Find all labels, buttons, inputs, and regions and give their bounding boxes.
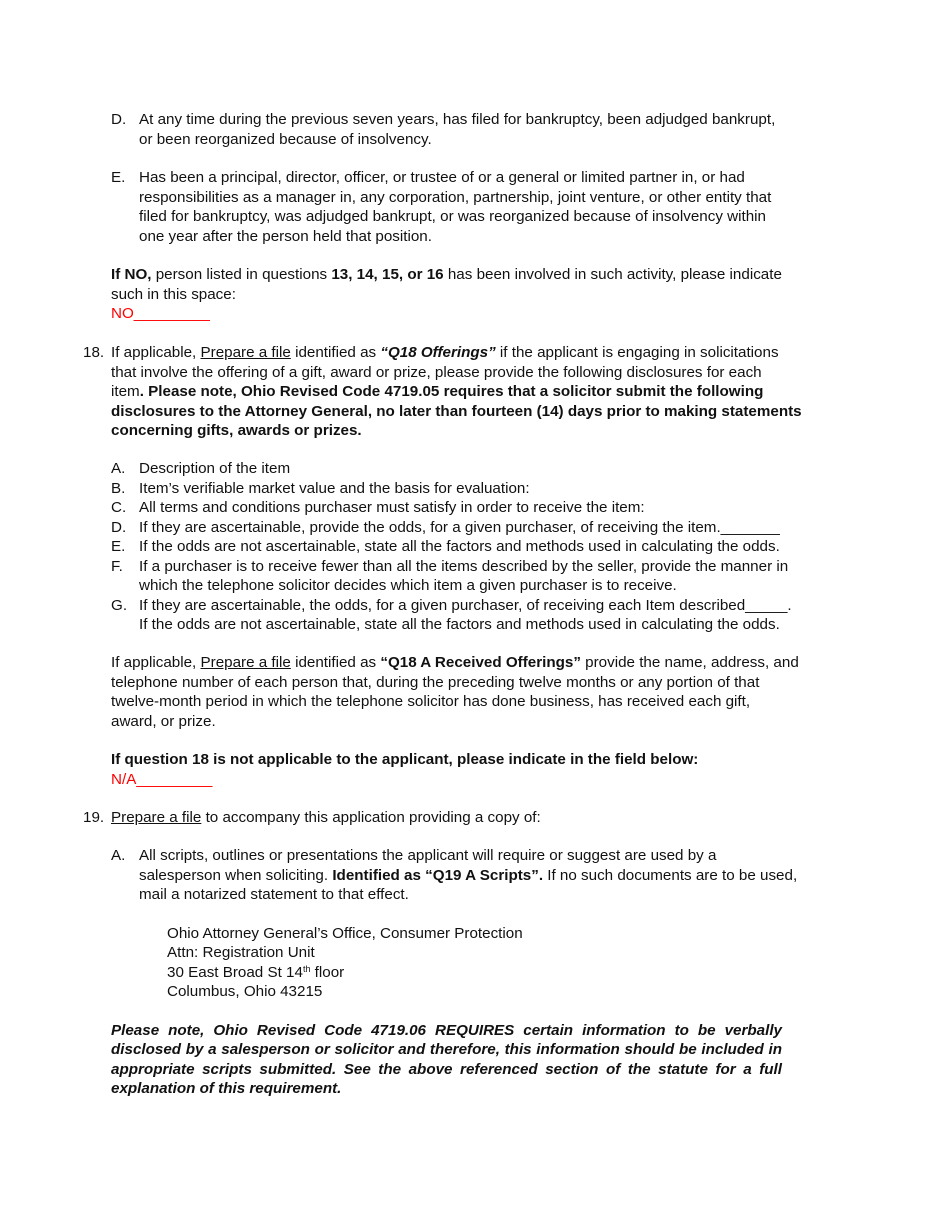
q18-intro-line5: concerning gifts, awards or prizes. [111,422,362,439]
q18-item-b: Item’s verifiable market value and the basis for evaluation: [139,479,530,497]
q18-item-d-marker: D. [111,518,127,536]
prepare-a-file-link[interactable]: Prepare a file [111,809,202,826]
item-e-text: one year after the person held that position. [139,227,432,245]
address-line-street: 30 East Broad St 14th floor [167,963,345,981]
question-19-number: 19. [83,809,105,826]
item-e-text: responsibilities as a manager in, any corporation, partnership, joint venture, or other entity that [139,188,772,206]
q18a-paragraph-line4: award, or prize. [111,712,216,730]
q18-item-f-line2: which the telephone solicitor decides which item a given purchaser is to receive. [139,577,677,594]
q18-item-e: If the odds are not ascertainable, state all the factors and methods used in calculating the odds. [139,538,780,555]
q19-item-a: All scripts, outlines or presentations the applicant will require or suggest are used by a [139,847,717,864]
q18-intro-line4: disclosures to the Attorney General, no later than fourteen (14) days prior to making statements [111,402,802,420]
address-line-attn: Attn: Registration Unit [167,944,315,961]
q18a-paragraph: If applicable, Prepare a file identified as “Q18 A Received Offerings” provide the name, address, and [111,654,799,671]
q18-na-answer-field[interactable]: N/A_________ [111,770,213,788]
q18-item-c-marker: C. [111,499,127,516]
q18a-paragraph-line2: telephone number of each person that, during the preceding twelve months or any portion of that [111,673,760,691]
item-d-marker: D. [111,111,127,128]
item-d-text: or been reorganized because of insolvency. [139,130,432,148]
q19-item-a-line3: mail a notarized statement to that effect. [139,886,409,903]
q18-item-e-marker: E. [111,538,126,555]
q18-intro-line3: item. Please note, Ohio Revised Code 4719.05 requires that a solicitor submit the following [111,383,764,400]
address-line-city: Columbus, Ohio 43215 [167,983,323,1000]
address-line-office: Ohio Attorney General’s Office, Consumer Protection [167,924,523,942]
q18a-paragraph-line3: twelve-month period in which the telephone solicitor has done business, has received each gift, [111,693,751,710]
q18-item-g: If they are ascertainable, the odds, for a given purchaser, of receiving each Item described_____. [139,596,792,614]
q18-item-a-marker: A. [111,460,126,477]
q18-item-a: Description of the item [139,460,291,477]
q18-na-prompt: If question 18 is not applicable to the applicant, please indicate in the field below: [111,751,699,768]
item-d-text: At any time during the previous seven years, has filed for bankruptcy, been adjudged bankrupt, [139,111,776,128]
q19-item-a-line2: salesperson when soliciting. Identified as “Q19 A Scripts”. If no such documents are to be used, [139,866,798,884]
q18-item-f: If a purchaser is to receive fewer than all the items described by the seller, provide the manner in [139,557,789,575]
if-no-paragraph-line2: such in this space: [111,285,236,303]
prepare-a-file-link[interactable]: Prepare a file [200,344,291,361]
q19-intro: Prepare a file to accompany this application providing a copy of: [111,809,541,826]
q18-item-c: All terms and conditions purchaser must satisfy in order to receive the item: [139,499,645,516]
q18-item-f-marker: F. [111,557,123,575]
item-e-text: filed for bankruptcy, was adjudged bankrupt, or was reorganized because of insolvency within [139,208,766,225]
q19-item-a-marker: A. [111,847,126,864]
q18-intro-line2: that involve the offering of a gift, award or prize, please provide the following disclosures for each [111,363,762,381]
q18-item-d: If they are ascertainable, provide the odds, for a given purchaser, of receiving the item._______ [139,518,780,536]
prepare-a-file-link[interactable]: Prepare a file [200,654,291,671]
q18-intro: If applicable, Prepare a file identified as “Q18 Offerings” if the applicant is engaging in solicitations [111,344,779,361]
q18-item-g-line2: If the odds are not ascertainable, state all the factors and methods used in calculating the odds. [139,616,780,633]
q18-item-b-marker: B. [111,479,126,497]
question-18-number: 18. [83,344,105,361]
orc-4719-06-note: Please note, Ohio Revised Code 4719.06 REQUIRES certain information to be verbally disclosed by a salesperson or solicitor and therefore, this information should be included in appropriate scripts submitted. See the above referenced section of the statute for a full explanation of this requirement. [111,1021,782,1097]
if-no-paragraph: If NO, person listed in questions 13, 14, 15, or 16 has been involved in such activity, please indicate [111,266,782,283]
item-e-text: Has been a principal, director, officer, or trustee of or a general or limited partner in, or had [139,169,745,186]
q18-item-g-marker: G. [111,596,128,614]
item-e-marker: E. [111,169,126,186]
if-no-answer-field[interactable]: NO_________ [111,305,210,322]
